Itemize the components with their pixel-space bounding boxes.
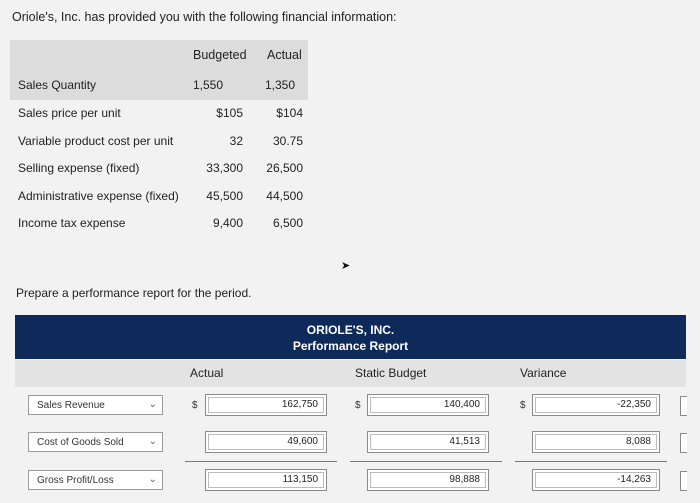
- info-actual-value: $104: [276, 106, 303, 120]
- info-row-label: Sales Quantity: [18, 78, 97, 92]
- budgeted-header: Budgeted: [193, 48, 247, 62]
- select-value: Cost of Goods Sold: [37, 437, 124, 448]
- chevron-down-icon: ⌄: [148, 436, 157, 447]
- static-budget-input[interactable]: 41,513: [367, 431, 489, 453]
- info-actual-value: 26,500: [266, 161, 303, 175]
- line-item-select[interactable]: [28, 432, 163, 452]
- variance-input[interactable]: 8,088: [532, 431, 660, 453]
- info-actual-value: 6,500: [272, 216, 303, 230]
- select-value: Gross Profit/Loss: [37, 475, 114, 486]
- col-header-variance: Variance: [520, 366, 567, 380]
- info-budgeted-value: 45,500: [206, 189, 243, 203]
- actual-amount-input[interactable]: 113,150: [205, 469, 327, 491]
- static-budget-input[interactable]: 140,400: [367, 394, 489, 416]
- dollar-sign: $: [192, 400, 198, 411]
- variance-input[interactable]: -22,350: [532, 394, 660, 416]
- company-name: ORIOLE'S, INC.: [306, 323, 395, 337]
- col-header-static-budget: Static Budget: [355, 366, 427, 380]
- info-row-label: Income tax expense: [18, 216, 126, 230]
- dollar-sign: $: [520, 400, 526, 411]
- favorability-select[interactable]: [680, 471, 687, 491]
- info-row-label: Administrative expense (fixed): [18, 189, 179, 203]
- info-row-label: Variable product cost per unit: [18, 134, 174, 148]
- info-budgeted-value: 33,300: [206, 161, 243, 175]
- line-item-select[interactable]: [28, 395, 163, 415]
- col-header-actual: Actual: [190, 366, 224, 380]
- info-actual-value: 44,500: [266, 189, 303, 203]
- actual-header: Actual: [267, 48, 302, 62]
- info-actual-value: 1,350: [264, 78, 295, 92]
- subtotal-line: [185, 461, 337, 462]
- subtotal-line: [515, 461, 667, 462]
- actual-amount-input[interactable]: 162,750: [205, 394, 327, 416]
- column-header-strip: [15, 360, 686, 387]
- intro-text: Oriole's, Inc. has provided you with the following financial information:: [12, 10, 397, 24]
- instruction-text: Prepare a performance report for the period.: [16, 286, 252, 300]
- actual-amount-input[interactable]: 49,600: [205, 431, 327, 453]
- select-value: Sales Revenue: [37, 400, 105, 411]
- line-item-select[interactable]: [28, 470, 163, 490]
- report-banner: [15, 315, 686, 359]
- info-actual-value: 30.75: [272, 134, 303, 148]
- info-budgeted-value: 1,550: [192, 78, 223, 92]
- info-budgeted-value: $105: [216, 106, 243, 120]
- static-budget-input[interactable]: 98,888: [367, 469, 489, 491]
- variance-input[interactable]: -14,263: [532, 469, 660, 491]
- chevron-down-icon: ⌄: [148, 399, 157, 410]
- report-title: Performance Report: [292, 339, 409, 353]
- favorability-select[interactable]: [680, 433, 687, 453]
- subtotal-line: [350, 461, 502, 462]
- info-budgeted-value: 9,400: [212, 216, 243, 230]
- chevron-down-icon: ⌄: [148, 474, 157, 485]
- info-row-label: Sales price per unit: [18, 106, 121, 120]
- favorability-select[interactable]: [680, 396, 687, 416]
- info-budgeted-value: 32: [229, 134, 243, 148]
- info-row-label: Selling expense (fixed): [18, 161, 140, 175]
- mouse-cursor-icon: ➤: [341, 260, 351, 272]
- dollar-sign: $: [355, 400, 361, 411]
